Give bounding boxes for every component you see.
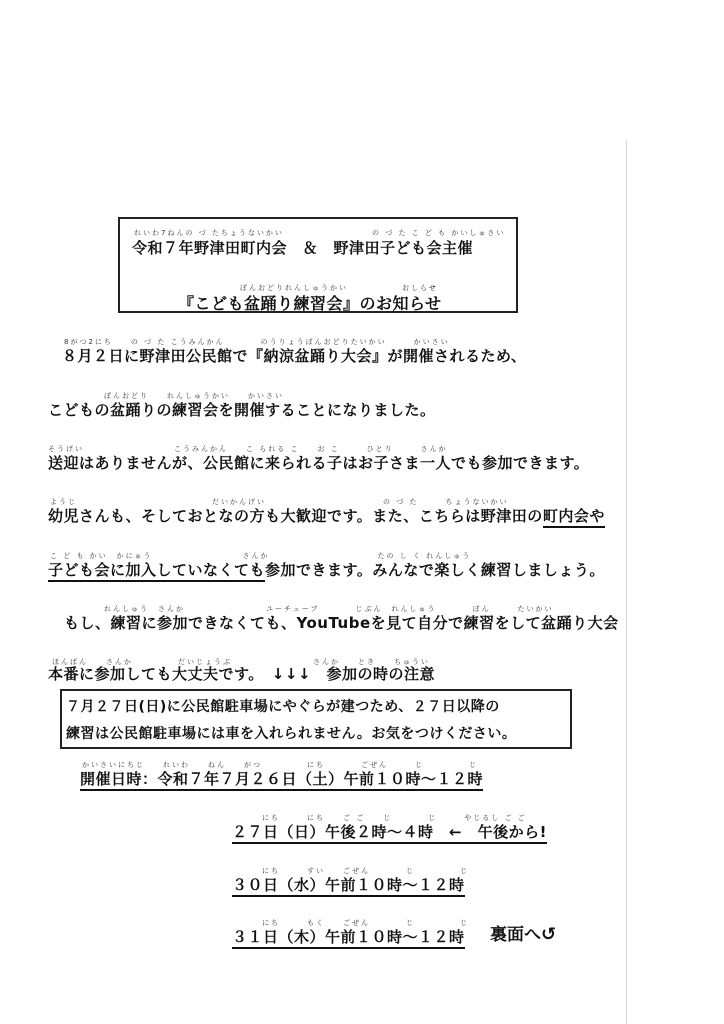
schedule-line-1	[80, 768, 483, 789]
next-page-note	[490, 920, 556, 945]
notice-line-1: ７月２７日(日)に公民館駐車場にやぐらが建つため、２７日以降の	[66, 699, 500, 715]
schedule-line-4-text: ３１日（木）午前１０時～１２時	[232, 928, 465, 949]
schedule-line-2-text: ２７日（日）午後２時～４時 ← 午後から!	[232, 823, 547, 844]
paragraph-4	[48, 505, 605, 526]
paragraph-5	[48, 559, 605, 580]
p5-ruby: こ ど も かい かにゅう さんか たの し く れんしゅう	[50, 552, 472, 560]
header-title-line-2: 『こども盆踊り練習会』のお知らせ	[178, 294, 442, 313]
p1-ruby: 8がつ2にち の づ た こうみんかん のうりょうぼんおどりたいかい かいさい	[64, 338, 450, 346]
schedule-ruby-3: にち すい ごぜん じ じ	[262, 867, 469, 875]
paragraph-3: 送迎はありませんが、公民館に来られる子はお子さま一人でも参加できます。	[48, 454, 590, 472]
schedule-ruby-2: にち にち ご ご じ じ やじるし ご ご	[262, 814, 527, 822]
paragraph-2: こどもの盆踊りの練習会を開催することになりました。	[48, 401, 436, 419]
schedule-line-4	[232, 926, 465, 947]
schedule-ruby-1: かいさいにちじ れいわ ねん がつ にち ごぜん じ じ	[82, 761, 478, 769]
notice-line-2: 練習は公民館駐車場には車を入れられません。お気をつけください。	[66, 726, 517, 742]
paragraph-6: もし、練習に参加できなくても、YouTubeを見て自分で練習をして盆踊り大会	[64, 614, 619, 632]
p6-ruby: れんしゅう さんか ユーチューブ じぶん れんしゅう ぼん たいかい	[104, 605, 554, 613]
paragraph-7: 本番に参加しても大丈夫です。 ↓↓↓ 参加の時の注意	[48, 665, 436, 683]
header-ruby-2: ぼんおどりれんしゅうかい おしらせ	[240, 284, 438, 292]
p2-ruby: ぼんおどり れんしゅうかい かいさい	[104, 392, 284, 400]
schedule-line-3-text: ３０日（水）午前１０時～１２時	[232, 876, 465, 897]
header-title-line-1: 令和７年野津田町内会 ＆ 野津田子ども会主催	[132, 239, 474, 257]
paragraph-5-underlined: 子ども会に加入していなくても	[48, 561, 265, 582]
header-ruby-1b: の づ た こ ど も かいしゅさい	[372, 229, 506, 237]
paragraph-1: ８月２日に野津田公民館で『納涼盆踊り大会』が開催されるため、	[62, 347, 527, 365]
paragraph-4-text: 幼児さんも、そしておとなの方も大歓迎です。また、こちらは野津田の	[48, 507, 543, 525]
turn-page-icon: ↺	[541, 924, 557, 945]
schedule-line-3	[232, 874, 465, 895]
schedule-line-1-text: 開催日時：令和７年７月２６日（土）午前１０時～１２時	[80, 770, 483, 791]
paragraph-4-underlined: 町内会や	[543, 507, 605, 528]
schedule-line-2	[232, 821, 547, 842]
page-edge-line	[626, 140, 627, 1024]
next-page-label: 裏面へ	[490, 925, 541, 945]
header-ruby-1: れいわ7ねんの づ たちょうないかい	[134, 229, 284, 237]
p3-ruby: そうげい こうみんかん こ られる こ お こ ひとり さんか	[48, 445, 448, 453]
p7-ruby: ほんばん さんか だいじょうぶ さんか とき ちゅうい	[52, 658, 430, 666]
p4-ruby: ようじ だいかんげい の づ た ちょうないかい	[50, 498, 509, 506]
paragraph-5-text: 参加できます。みんなで楽しく練習しましょう。	[265, 561, 605, 579]
schedule-ruby-4: にち もく ごぜん じ じ	[262, 919, 469, 927]
